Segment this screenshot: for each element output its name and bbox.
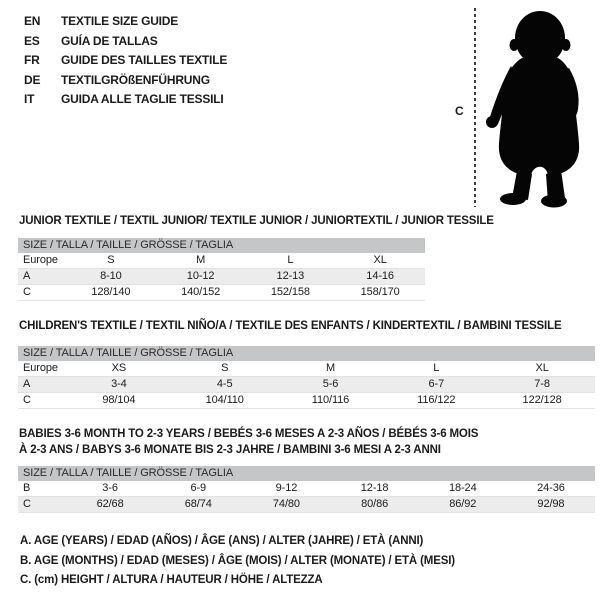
size-cell: 122/128 — [522, 394, 562, 406]
size-cell: 8-10 — [100, 270, 122, 282]
note-c: C. (cm) HEIGHT / ALTURA / HAUTEUR / HÖHE / ALTEZZA — [20, 574, 323, 586]
size-cell: 74/80 — [272, 498, 300, 510]
table-header-bar: SIZE / TALLA / TAILLE / GRÖSSE / TAGLIA — [18, 238, 425, 253]
language-code: DE — [24, 72, 41, 87]
language-code: EN — [24, 14, 41, 28]
size-cell: L — [433, 362, 440, 374]
size-cell: XL — [535, 362, 549, 374]
size-cell: 3-4 — [111, 378, 127, 390]
size-cell: 12-18 — [360, 482, 389, 494]
size-cell: 116/122 — [417, 394, 456, 406]
language-row-de — [24, 71, 227, 91]
height-c-label: C — [455, 104, 464, 118]
row-label: Europe — [23, 254, 58, 266]
size-cell: 12-13 — [276, 270, 305, 282]
language-code: FR — [24, 53, 40, 67]
row-label: A — [23, 270, 31, 282]
language-title: GUÍA DE TALLAS — [61, 33, 158, 48]
size-row-europe — [18, 253, 425, 269]
size-cell: 158/170 — [360, 286, 400, 298]
language-list — [24, 12, 227, 110]
legend-notes — [20, 532, 455, 591]
babies-size-table — [18, 466, 595, 513]
size-cell: 110/116 — [311, 394, 350, 406]
row-label: C — [23, 286, 31, 298]
size-cell: 9-12 — [275, 482, 298, 494]
size-cell: S — [107, 254, 115, 266]
size-row-c — [18, 285, 425, 301]
size-cell: 140/152 — [181, 286, 221, 298]
size-cell: 62/68 — [96, 498, 124, 510]
size-cell: 152/158 — [270, 286, 310, 298]
language-code: IT — [24, 92, 35, 106]
size-row-c — [18, 393, 595, 409]
size-cell: 14-16 — [366, 270, 394, 282]
language-title: GUIDA ALLE TAGLIE TESSILI — [61, 92, 224, 106]
row-label: B — [23, 482, 31, 494]
size-cell: 92/98 — [537, 498, 565, 510]
size-cell: 24-36 — [537, 482, 565, 494]
height-dashed-line — [474, 8, 476, 207]
size-row-b — [18, 481, 595, 497]
baby-silhouette-icon — [484, 6, 596, 208]
size-cell: 6-7 — [428, 378, 445, 390]
junior-section-title: JUNIOR TEXTILE / TEXTIL JUNIOR/ TEXTILE JUNIOR / JUNIORTEXTIL / JUNIOR TESSILE — [19, 215, 494, 227]
size-cell: S — [221, 362, 229, 374]
row-label: Europe — [23, 362, 58, 374]
size-cell: M — [196, 254, 206, 266]
babies-section-title: BABIES 3-6 MONTH TO 2-3 YEARS / BEBÉS 3-6 MESES A 2-3 AÑOS / BÉBÉS 3-6 MOIS À 2-3 ANS / BABYS 3-6 MONATE BIS 2-3 JAHRE / BAMBINI 3-6 MESI A 2-3 ANNI — [19, 428, 479, 456]
table-header-bar: SIZE / TALLA / TAILLE / GRÖSSE / TAGLIA — [18, 346, 595, 361]
language-row-es — [24, 32, 227, 52]
language-row-en — [24, 12, 227, 32]
table-header-bar: SIZE / TALLA / TAILLE / GRÖSSE / TAGLIA — [18, 466, 595, 481]
size-row-c — [18, 497, 595, 513]
size-cell: 5-6 — [322, 378, 339, 390]
size-cell: 4-5 — [216, 378, 233, 390]
size-cell: M — [325, 362, 336, 374]
size-cell: XL — [373, 254, 387, 266]
size-cell: 3-6 — [102, 482, 118, 494]
row-label: C — [23, 498, 31, 510]
row-label: A — [23, 378, 31, 390]
junior-size-table — [18, 238, 425, 301]
row-label: C — [23, 394, 31, 406]
size-cell: 68/74 — [184, 498, 212, 510]
size-cell: 86/92 — [449, 498, 477, 510]
size-row-a — [18, 269, 425, 285]
size-cell: 18-24 — [448, 482, 477, 494]
size-cell: L — [287, 254, 294, 266]
language-row-it — [24, 90, 227, 110]
note-b: B. AGE (MONTHS) / EDAD (MESES) / ÂGE (MOIS) / ALTER (MONATE) / ETÀ (MESI) — [20, 554, 455, 567]
language-code: ES — [24, 33, 40, 48]
size-cell: 128/140 — [91, 286, 131, 298]
children-size-table — [18, 346, 595, 409]
language-title: GUIDE DES TAILLES TEXTILE — [61, 53, 228, 67]
size-row-a — [18, 377, 595, 393]
note-a: A. AGE (YEARS) / EDAD (AÑOS) / ÂGE (ANS) / ALTER (JAHRE) / ETÀ (ANNI) — [20, 535, 424, 547]
size-cell: 6-9 — [190, 482, 207, 494]
size-cell: 80/86 — [361, 498, 389, 510]
size-row-europe — [18, 361, 595, 377]
language-row-fr — [24, 51, 227, 71]
size-cell: 7-8 — [534, 378, 550, 390]
language-title: TEXTILE SIZE GUIDE — [61, 14, 179, 28]
size-cell: 104/110 — [205, 394, 244, 406]
size-cell: XS — [111, 362, 127, 374]
size-cell: 10-12 — [186, 270, 215, 282]
children-section-title: CHILDREN'S TEXTILE / TEXTIL NIÑO/A / TEXTILE DES ENFANTS / KINDERTEXTIL / BAMBINI TESSILE — [19, 320, 562, 332]
language-title: TEXTILGRÖßENFÜHRUNG — [61, 72, 210, 87]
size-cell: 98/104 — [102, 394, 136, 406]
